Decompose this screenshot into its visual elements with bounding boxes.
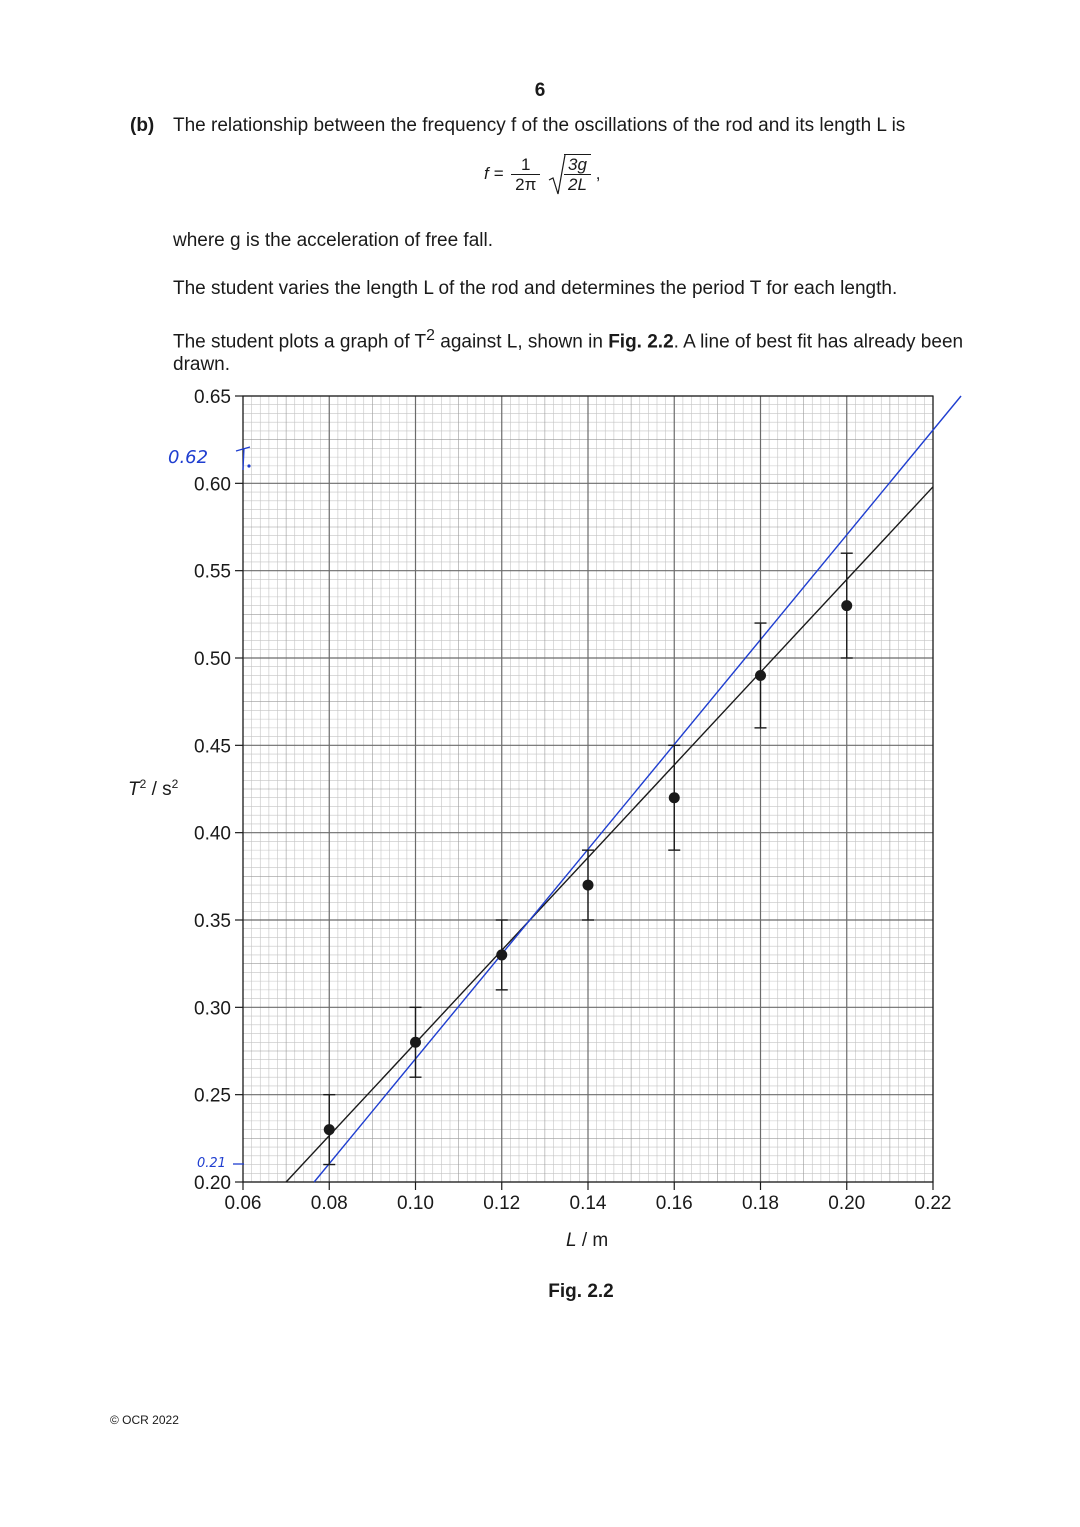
y-axis-title: $T^2 / s^2$: [128, 777, 179, 800]
y-tick-label: 0.35: [194, 911, 231, 932]
footer-copyright: © OCR 2022: [110, 1413, 179, 1427]
x-tick-label: 0.10: [397, 1193, 434, 1214]
y-tick-label: 0.40: [194, 823, 231, 845]
x-tick-label: 0.12: [483, 1193, 521, 1214]
x-tick-label: 0.08: [310, 1193, 348, 1214]
formula-trail: ,: [595, 163, 601, 183]
formula-frac-den: 2π: [515, 175, 537, 194]
x-tick-label: 0.06: [224, 1193, 262, 1214]
para3-a: The student plots a graph of T: [173, 331, 427, 353]
best-fit-line: [286, 487, 933, 1182]
para3-c: . A line of best fit has already been drawn.: [173, 331, 964, 376]
data-point: [669, 792, 680, 803]
formula-frac-num: 1: [511, 155, 540, 175]
data-point: [496, 949, 507, 960]
para3-b: against L, shown in: [434, 331, 609, 353]
handwritten-point-mark: [247, 464, 250, 467]
x-tick-label: 0.16: [655, 1193, 693, 1214]
data-point: [583, 880, 594, 891]
y-tick-label: 0.30: [194, 998, 231, 1020]
y-tick-label: 0.45: [194, 736, 231, 758]
x-tick-label: 0.20: [828, 1193, 866, 1214]
formula-sqrt-den: 2L: [568, 175, 587, 194]
y-tick-label: 0.55: [194, 561, 231, 583]
x-tick-label: 0.14: [569, 1193, 607, 1214]
para3-bold: Fig. 2.2: [608, 331, 674, 353]
data-point: [410, 1037, 421, 1048]
y-tick-label: 0.20: [194, 1173, 231, 1194]
y-tick-label: 0.65: [194, 387, 231, 408]
formula-lhs: f =: [484, 163, 504, 183]
paragraph-method: The student varies the length L of the rod and determines the period T for each length.: [173, 278, 898, 299]
data-point: [841, 600, 852, 611]
paragraph-free-fall: where g is the acceleration of free fall.: [173, 230, 494, 251]
x-tick-label: 0.18: [742, 1193, 779, 1214]
figure-caption: Fig. 2.2: [548, 1281, 614, 1302]
formula-sqrt-num: 3g: [564, 155, 591, 175]
axis-ticks: [235, 396, 933, 1190]
handwritten-y-intercept-note: 0.62: [168, 447, 209, 468]
y-tick-label: 0.60: [194, 474, 231, 496]
y-tick-label: 0.50: [194, 649, 231, 670]
intro-text: The relationship between the frequency f of the oscillations of the rod and its length L is: [173, 115, 906, 136]
y-tick-label: 0.25: [194, 1085, 231, 1107]
data-point: [324, 1124, 335, 1135]
x-tick-label: 0.22: [914, 1193, 952, 1214]
x-axis-title: L / m: [566, 1230, 609, 1251]
page-number: 6: [534, 80, 546, 101]
para3-sup: 2: [426, 327, 435, 344]
handwritten-low-note: 0.21: [197, 1156, 226, 1171]
part-label: (b): [130, 115, 155, 136]
data-point: [755, 670, 766, 681]
